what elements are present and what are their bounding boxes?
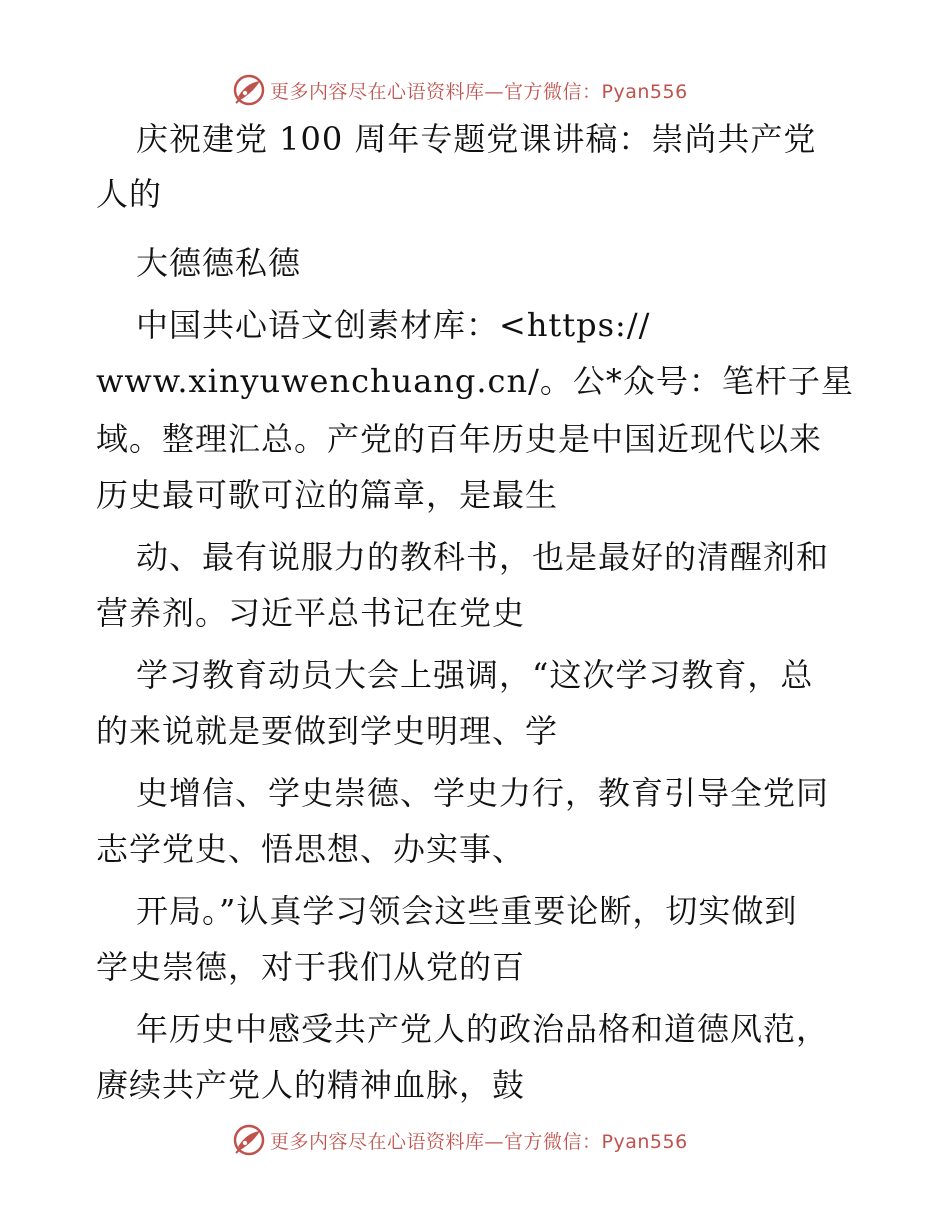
- text-line: 开局。”认真学习领会这些重要论断，切实做到: [136, 892, 798, 930]
- text-line: 域。整理汇总。产党的百年历史是中国近现代以来: [96, 420, 823, 458]
- banner-separator: —: [484, 1130, 505, 1153]
- text-line: 人的: [96, 175, 163, 213]
- text-line: 动、最有说服力的教科书，也是最好的清醒剂和: [136, 538, 830, 576]
- text-line: 史增信、学史崇德、学史力行，教育引导全党同: [136, 774, 830, 812]
- text-line: 赓续共产党人的精神血脉，鼓: [96, 1066, 526, 1104]
- banner-text: [270, 77, 688, 104]
- text-line: 中国共心语文创素材库：<https://: [136, 306, 651, 344]
- wechat-id: Pyan556: [601, 80, 688, 103]
- text-line: www.xinyuwenchuang.cn/。公*众号：笔杆子星: [96, 362, 854, 400]
- wechat-id: Pyan556: [601, 1130, 688, 1153]
- text-line: 学习教育动员大会上强调，“这次学习教育，总: [136, 656, 814, 694]
- text-line: 志学党史、悟思想、办实事、: [96, 830, 526, 868]
- banner-separator: —: [484, 80, 505, 103]
- text-line: 历史最可歌可泣的篇章，是最生: [96, 476, 559, 514]
- brand-text: 更多内容尽在心语资料库: [270, 1130, 485, 1153]
- text-line: 大德德私德: [136, 244, 302, 282]
- text-line: 学史崇德，对于我们从党的百: [96, 948, 526, 986]
- banner-inner: [232, 72, 688, 108]
- brand-text: 更多内容尽在心语资料库: [270, 80, 485, 103]
- banner-text: [270, 1127, 688, 1154]
- header-banner: [0, 70, 950, 110]
- pen-nib-logo-icon: [232, 1123, 266, 1157]
- text-line: 庆祝建党 100 周年专题党课讲稿：崇尚共产党: [136, 120, 817, 158]
- official-wechat-label: 官方微信：: [504, 80, 602, 103]
- pen-nib-logo-icon: [232, 73, 266, 107]
- banner-inner: [232, 1122, 688, 1158]
- official-wechat-label: 官方微信：: [504, 1130, 602, 1153]
- footer-banner: [0, 1120, 950, 1160]
- text-line: 的来说就是要做到学史明理、学: [96, 712, 559, 750]
- text-line: 营养剂。习近平总书记在党史: [96, 594, 526, 632]
- text-line: 年历史中感受共产党人的政治品格和道德风范，: [136, 1010, 830, 1048]
